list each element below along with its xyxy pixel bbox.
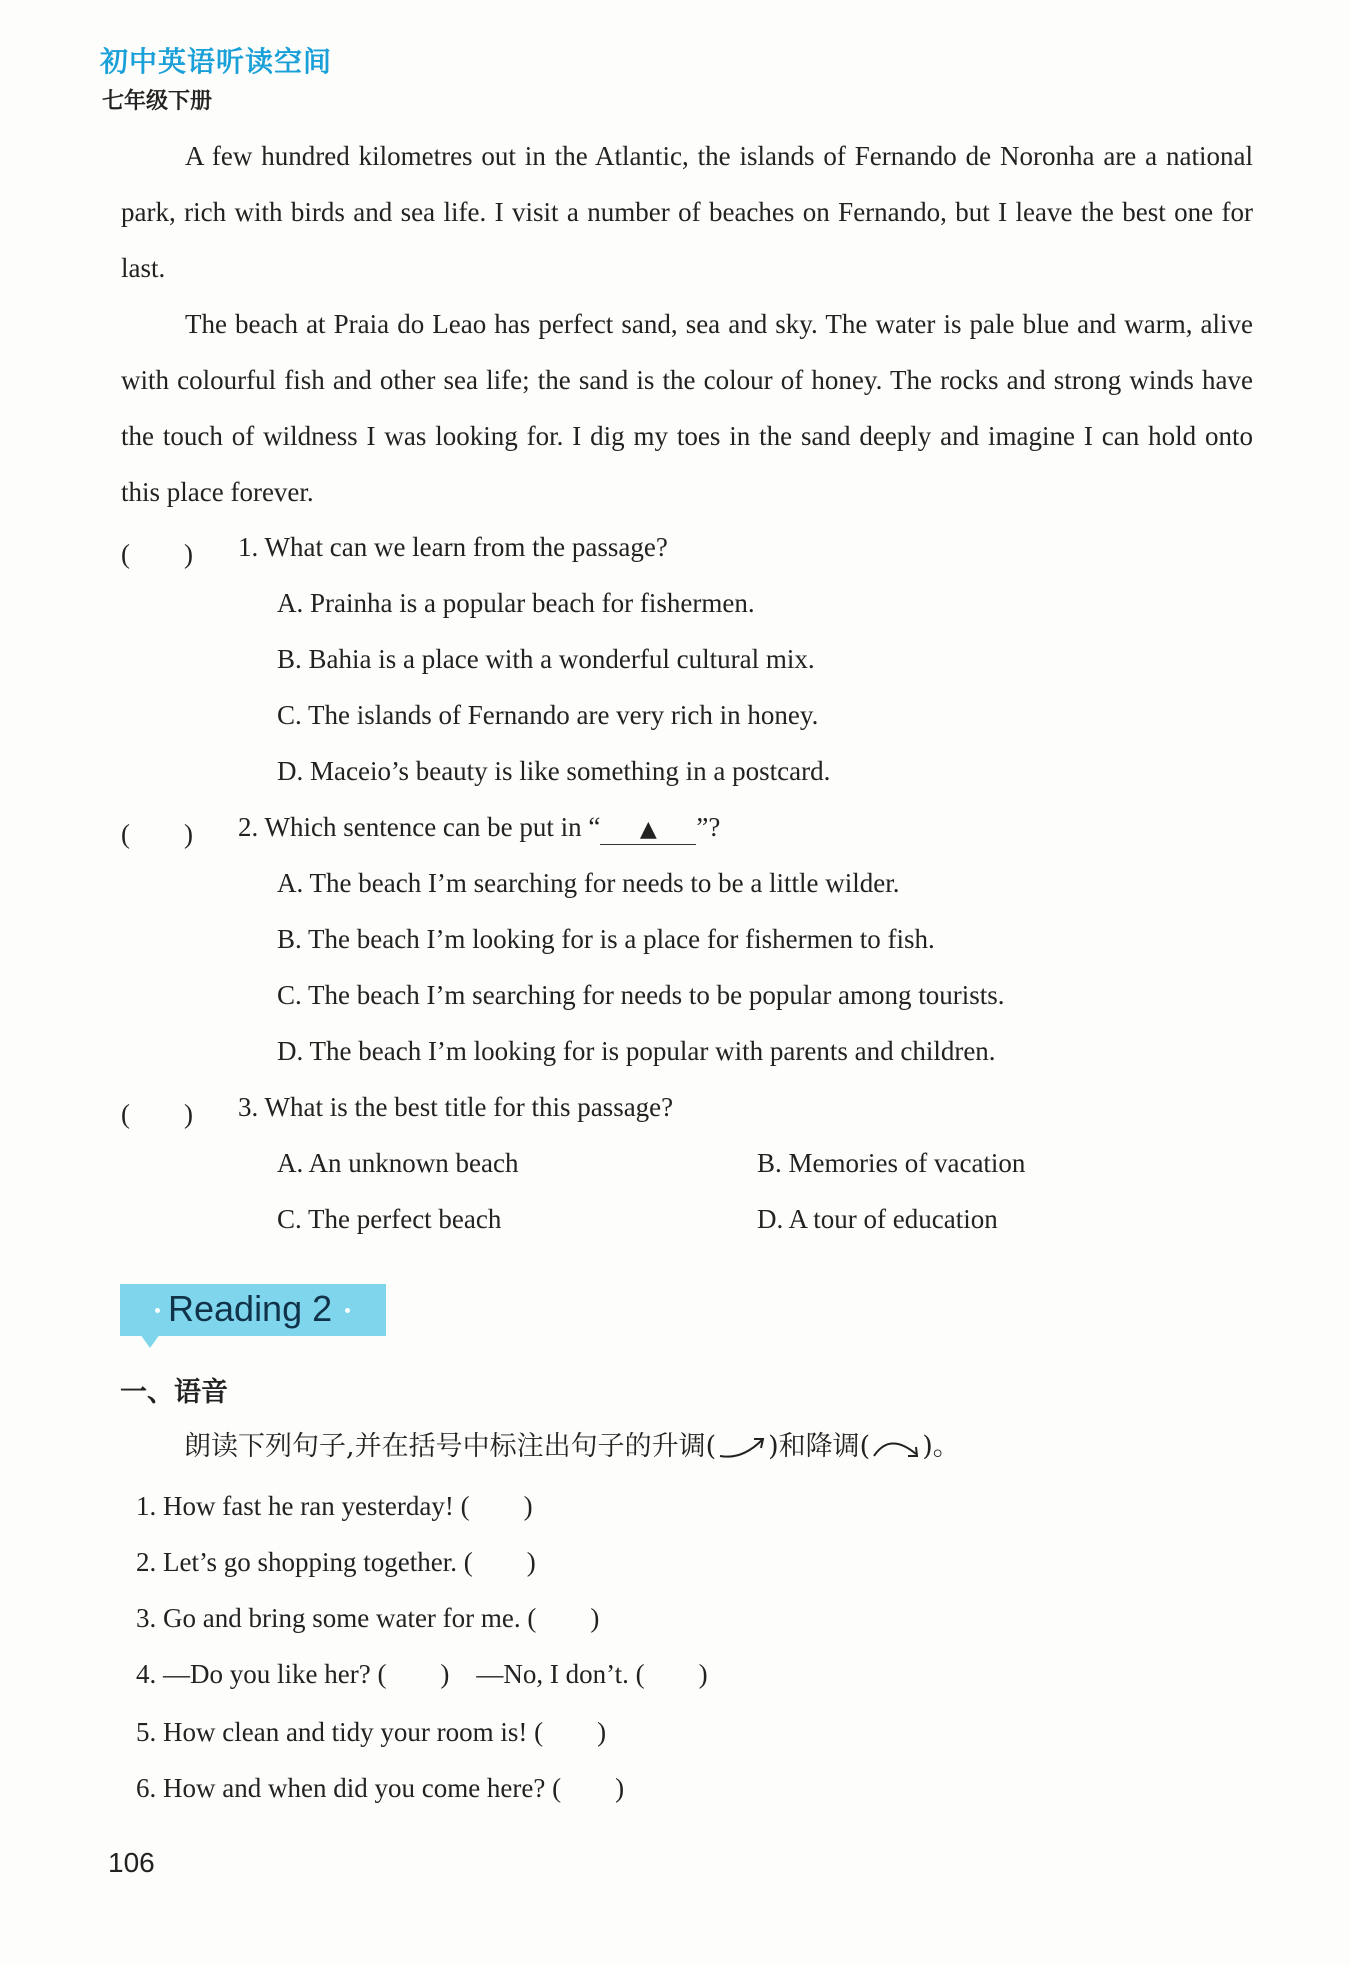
pronunciation-item: 5. How clean and tidy your room is! ( ) (136, 1717, 607, 1747)
question-option: A. The beach I’m searching for needs to be a little wilder. (277, 868, 900, 898)
question-stem (238, 812, 720, 845)
book-subtitle: 七年级下册 (102, 88, 213, 114)
question-option: A. Prainha is a popular beach for fishermen. (277, 588, 755, 618)
question-stem: 3. What is the best title for this passage? (238, 1092, 674, 1122)
question-option: D. The beach I’m looking for is popular with parents and children. (277, 1036, 996, 1066)
section-heading: 一、语音 (120, 1377, 228, 1408)
triangle-icon: ▲ (639, 817, 657, 842)
pronunciation-item: 4. —Do you like her? ( ) —No, I don’t. ( ) (136, 1659, 708, 1689)
question-option: A. An unknown beach (277, 1148, 519, 1178)
rising-intonation-icon (716, 1434, 768, 1462)
question-option: D. A tour of education (757, 1204, 998, 1234)
pronunciation-item: 6. How and when did you come here? ( ) (136, 1773, 625, 1803)
instruction-text: )和降调( (768, 1431, 871, 1462)
banner-tail (140, 1334, 160, 1348)
banner-dot (345, 1308, 350, 1313)
answer-paren: ( ) (121, 539, 193, 569)
pronunciation-item: 3. Go and bring some water for me. ( ) (136, 1603, 600, 1633)
question-option: C. The beach I’m searching for needs to be popular among tourists. (277, 980, 1005, 1010)
book-title: 初中英语听读空间 (100, 45, 333, 78)
answer-paren: ( ) (121, 819, 193, 849)
instruction-text: 朗读下列句子,并在括号中标注出句子的升调( (184, 1431, 717, 1462)
question-option: B. Memories of vacation (757, 1148, 1026, 1178)
falling-intonation-icon (870, 1434, 922, 1462)
passage-paragraph-2: The beach at Praia do Leao has perfect sand, sea and sky. The water is pale blue and warm, alive with colourful fish and other sea life; the sand is the colour of honey. The rocks and strong winds have the touch of wildness I was looking for. I dig my toes in the sand deeply and imagine I can hold onto this place forever. (121, 309, 1253, 507)
section-banner-label: Reading 2 (168, 1288, 333, 1329)
question-option: B. The beach I’m looking for is a place for fishermen to fish. (277, 924, 935, 954)
question-option: B. Bahia is a place with a wonderful cultural mix. (277, 644, 815, 674)
instruction-text: )。 (922, 1431, 960, 1462)
question-option: C. The islands of Fernando are very rich in honey. (277, 700, 819, 730)
question-stem: 1. What can we learn from the passage? (238, 532, 668, 562)
pronunciation-item: 2. Let’s go shopping together. ( ) (136, 1547, 536, 1577)
question-stem-end: ”? (696, 812, 721, 842)
instruction (184, 1424, 960, 1463)
banner-dot (155, 1308, 160, 1313)
blank-marker (600, 813, 696, 845)
question-stem-text: 2. Which sentence can be put in “ (238, 812, 601, 842)
answer-paren: ( ) (121, 1099, 193, 1129)
pronunciation-item: 1. How fast he ran yesterday! ( ) (136, 1491, 533, 1521)
question-option: D. Maceio’s beauty is like something in a postcard. (277, 756, 831, 786)
passage-paragraph-1: A few hundred kilometres out in the Atlantic, the islands of Fernando de Noronha are a national park, rich with birds and sea life. I visit a number of beaches on Fernando, but I leave the best one for last. (121, 141, 1253, 283)
page-number: 106 (108, 1847, 155, 1878)
question-option: C. The perfect beach (277, 1204, 502, 1234)
